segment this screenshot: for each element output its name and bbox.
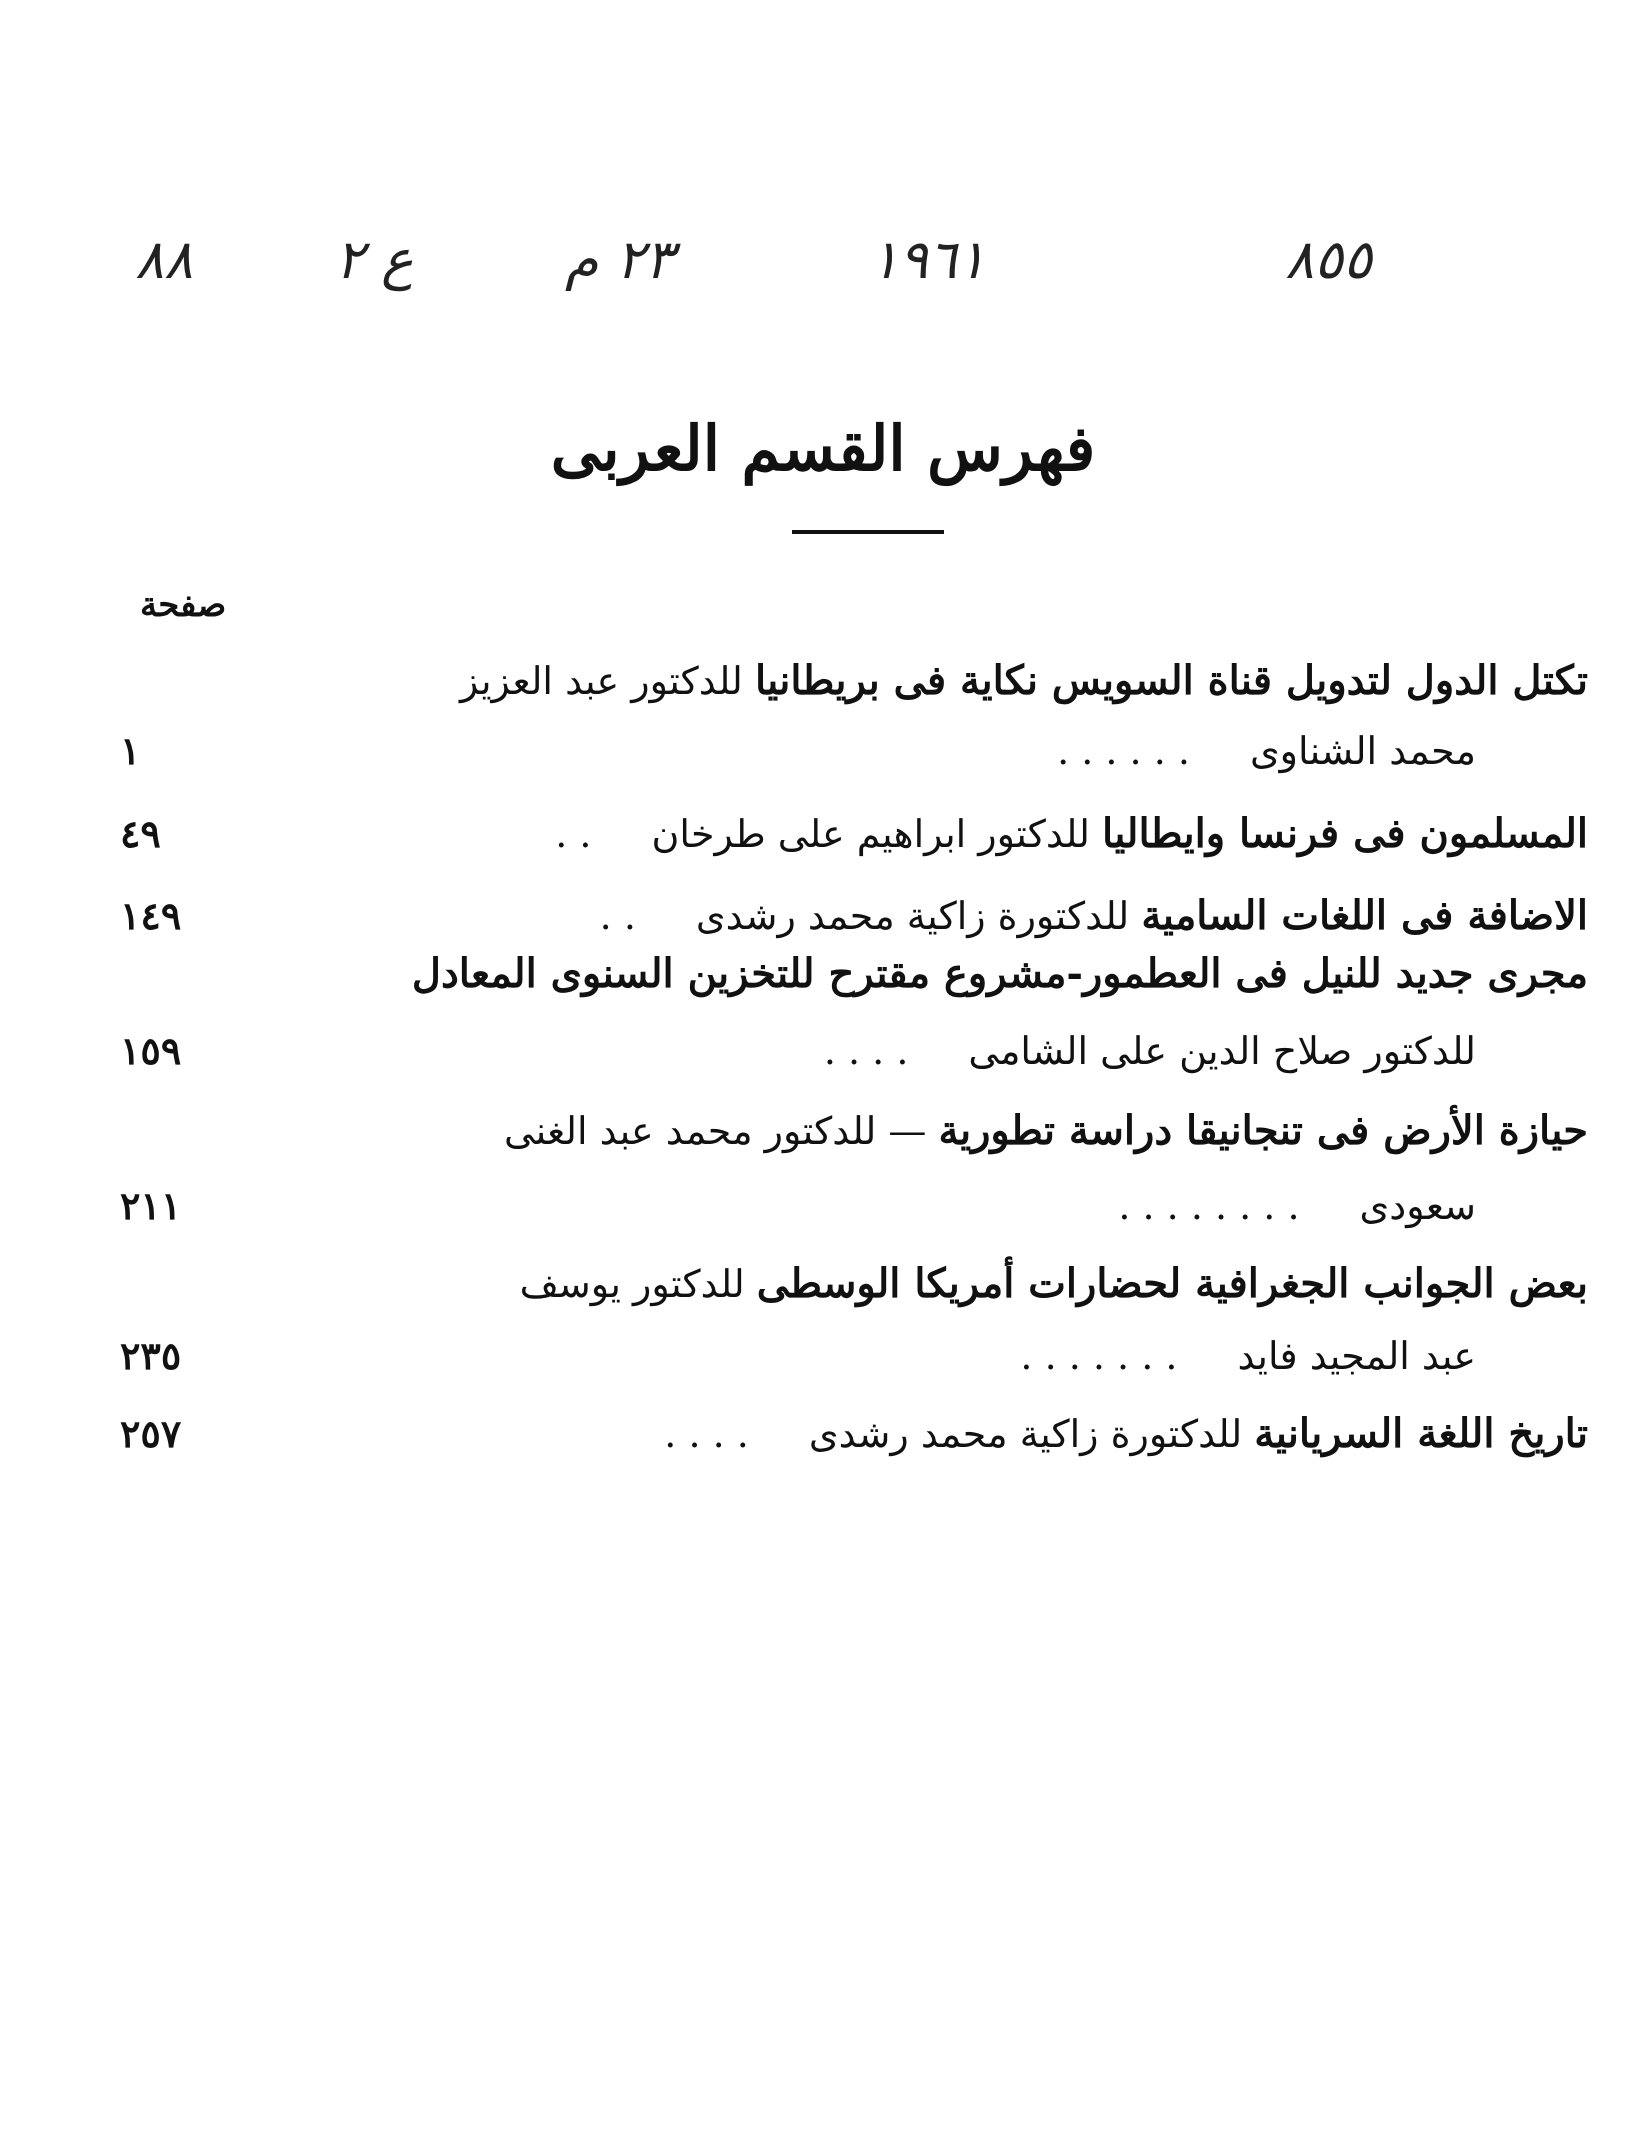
entry-title: بعض الجوانب الجغرافية لحضارات أمريكا الوسطى (756, 1260, 1588, 1307)
toc-entry-line (240, 1258, 1588, 1310)
entry-title: تاريخ اللغة السريانية (1254, 1410, 1588, 1457)
entry-author: — للدكتور محمد عبد الغنى (503, 1109, 939, 1153)
dot-leader: . . (555, 812, 592, 856)
toc-entry-line (240, 655, 1588, 707)
entry-page-number: ٤٩ (120, 811, 161, 856)
toc-entry-line (240, 1105, 1588, 1157)
entry-author: للدكتورة زاكية محمد رشدى (808, 1412, 1255, 1456)
entry-author: للدكتورة زاكية محمد رشدى (695, 894, 1142, 938)
entry-title: المسلمون فى فرنسا وايطاليا (1102, 810, 1588, 857)
entry-page-number: ١٥٩ (120, 1028, 182, 1073)
dot-leader: . . . . . . (1057, 729, 1190, 773)
entry-title: الاضافة فى اللغات السامية (1141, 892, 1588, 939)
handwritten-note: ١٩٦١ (870, 228, 987, 291)
toc-entry-line (240, 1408, 1588, 1460)
entry-author: للدكتور يوسف (519, 1262, 757, 1306)
dot-leader: . . . . (823, 1029, 909, 1073)
handwritten-note: ٢٣ م (565, 228, 674, 291)
entry-author: للدكتور ابراهيم على طرخان (651, 812, 1103, 856)
entry-author: للدكتور صلاح الدين على الشامى (968, 1029, 1476, 1073)
dot-leader: . . . . . . . (1020, 1334, 1178, 1378)
toc-entry-line (240, 1180, 1476, 1232)
toc-entry-line (240, 725, 1476, 777)
entry-author: محمد الشناوى (1249, 729, 1476, 773)
toc-entry-line (240, 1025, 1476, 1077)
dot-leader: . . (599, 894, 636, 938)
handwritten-note: ٨٥٥ (1285, 228, 1373, 291)
entry-author: للدكتور عبد العزيز (460, 659, 755, 703)
dot-leader: . . . . . . . . (1118, 1184, 1300, 1228)
page-title: فهرس القسم العربى (550, 411, 1096, 485)
entry-author: عبد المجيد فايد (1237, 1334, 1476, 1378)
toc-entry-line (240, 948, 1588, 1000)
entry-title: مجرى جديد للنيل فى العطمور-مشروع مقترح للتخزين السنوى المعادل (411, 950, 1588, 997)
entry-page-number: ٢٣٥ (120, 1333, 182, 1378)
entry-page-number: ١٤٩ (120, 893, 182, 938)
entry-title: تكتل الدول لتدويل قناة السويس نكاية فى بريطانيا (754, 657, 1588, 704)
page-column-header: صفحة (140, 585, 227, 625)
entry-page-number: ٢٥٧ (120, 1411, 182, 1456)
entry-title: حيازة الأرض فى تنجانيقا دراسة تطورية (938, 1107, 1588, 1154)
entry-page-number: ١ (120, 728, 141, 773)
handwritten-note: ع ٢ (335, 228, 414, 291)
entry-author: سعودى (1359, 1184, 1476, 1228)
toc-entry-line (240, 808, 1588, 860)
dot-leader: . . . . (664, 1412, 749, 1456)
toc-entry-line (240, 1330, 1476, 1382)
toc-entry-line (240, 890, 1588, 942)
entry-page-number: ٢١١ (120, 1183, 182, 1228)
handwritten-note: ٨٨ (135, 228, 194, 291)
